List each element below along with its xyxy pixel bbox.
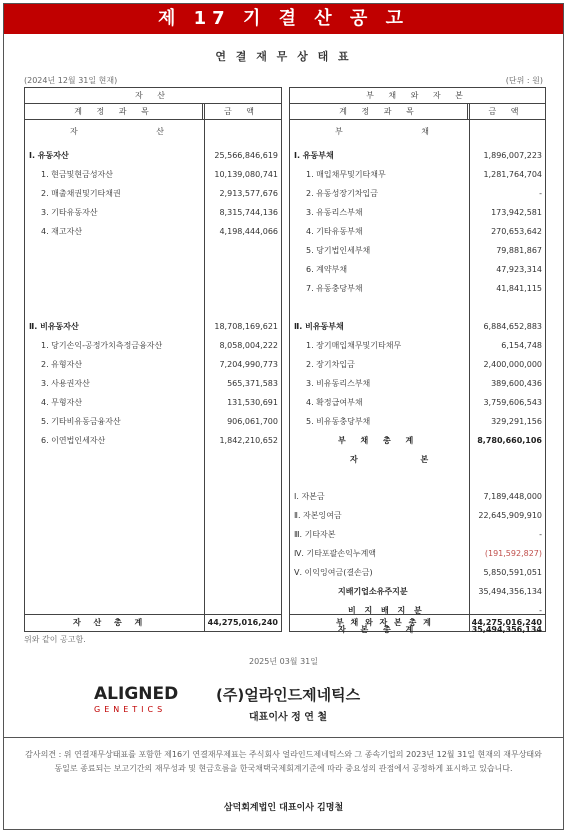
account-label: Ⅰ. 유동자산: [29, 151, 69, 160]
account-amount: 18,708,169,621: [214, 322, 278, 331]
assets-column-headers: [25, 104, 281, 120]
account-label: 4. 무형자산: [41, 398, 83, 407]
account-label: Ⅱ. 비유동부채: [294, 322, 344, 331]
asset-row: [25, 356, 281, 374]
account-amount: 4,198,444,066: [219, 227, 278, 236]
liab-header: 부 채 와 자 본: [290, 88, 545, 104]
notice-page: [3, 3, 564, 830]
account-amount: 47,923,314: [496, 265, 542, 274]
account-amount: 1,896,007,223: [483, 151, 542, 160]
account-label: 7. 유동충당부채: [306, 284, 363, 293]
account-label: 3. 유동리스부채: [306, 208, 363, 217]
parent-equity-amount: 35,494,356,134: [478, 587, 542, 596]
statement-title: 연 결 재 무 상 태 표: [215, 50, 352, 63]
account-amount: 7,204,990,773: [219, 360, 278, 369]
asset-row: [25, 337, 281, 355]
company-name: (주)얼라인드제네틱스: [216, 686, 361, 704]
account-label: Ⅰ. 자본금: [294, 492, 325, 501]
liability-row: [290, 261, 545, 279]
company-logo: [94, 684, 184, 714]
liability-row: [290, 394, 545, 412]
equity-total-amount: 35,494,356,134: [471, 625, 542, 634]
account-label: Ⅱ. 자본잉여금: [294, 511, 342, 520]
liab-total-amount: 8,780,660,106: [477, 436, 542, 445]
account-label: 1. 장기매입채무및기타채무: [306, 341, 402, 350]
assets-rows: [25, 123, 281, 631]
account-label: 4. 기타유동부채: [306, 227, 363, 236]
liability-row: [290, 356, 545, 374]
date-note: (2024년 12월 31일 현재): [24, 76, 118, 85]
col-account: 계 정 과 목: [339, 107, 420, 116]
account-label: Ⅲ. 기타자본: [294, 530, 336, 539]
account-amount: 906,061,700: [227, 417, 278, 426]
logo-sub-text: GENETICS: [94, 705, 167, 714]
account-amount: 1,842,210,652: [219, 436, 278, 445]
section-label: 자 산: [70, 127, 202, 136]
asset-row: [25, 166, 281, 184]
asset-row: [25, 185, 281, 203]
account-amount: 5,850,591,051: [483, 568, 542, 577]
account-amount: -: [539, 530, 542, 539]
account-amount: 270,653,642: [491, 227, 542, 236]
unit-note: (단위 : 원): [505, 76, 543, 85]
liability-row: [290, 280, 545, 298]
account-label: 2. 장기차입금: [306, 360, 355, 369]
liability-row: [290, 185, 545, 203]
account-amount: (191,592,827): [484, 549, 542, 558]
account-amount: 3,759,606,543: [483, 398, 542, 407]
liability-row: [290, 147, 545, 165]
account-label: Ⅳ. 기타포괄손익누계액: [294, 549, 377, 558]
asset-row: [25, 413, 281, 431]
col-amount: 금 액: [467, 104, 545, 119]
audit-section: [4, 737, 563, 829]
account-label: 1. 현금및현금성자산: [41, 170, 113, 179]
asset-row: [25, 223, 281, 241]
asset-row: [25, 394, 281, 412]
account-label: 6. 이연법인세자산: [41, 436, 106, 445]
liability-row: [290, 318, 545, 336]
liab-total-row: [290, 432, 545, 450]
assets-total-row: [25, 614, 281, 631]
nci-label: 비 지 배 지 분: [348, 606, 425, 615]
account-label: 5. 기타비유동금융자산: [41, 417, 121, 426]
equity-label: 자 본: [350, 455, 459, 464]
account-amount: 6,884,652,883: [483, 322, 542, 331]
equity-total-label: 자 본 총 계: [338, 625, 420, 634]
account-label: 5. 비유동충당부채: [306, 417, 371, 426]
equity-label-row: [290, 451, 545, 469]
liability-row: [290, 166, 545, 184]
account-amount: 7,189,448,000: [483, 492, 542, 501]
liability-row: [290, 375, 545, 393]
asset-row: [25, 318, 281, 336]
account-label: 2. 유동성장기차입금: [306, 189, 378, 198]
liab-equity-total-label: 부 채 와 자 본 총 계: [336, 618, 433, 627]
liab-equity-total-row: [290, 614, 545, 631]
account-amount: 41,841,115: [496, 284, 542, 293]
asset-row: [25, 375, 281, 393]
account-label: Ⅴ. 이익잉여금(결손금): [294, 568, 373, 577]
account-label: 1. 매입채무및기타채무: [306, 170, 386, 179]
account-amount: 1,281,764,704: [483, 170, 542, 179]
parent-equity-row: [290, 583, 545, 601]
account-label: 4. 재고자산: [41, 227, 83, 236]
col-amount: 금 액: [202, 104, 281, 119]
account-amount: 6,154,748: [501, 341, 542, 350]
audit-opinion: 감사의견 : 위 연결재무상태표를 포함한 제16기 연결재무제표는 주식회사 얼라인드제네틱스와 그 종속기업의 2023년 12월 31일 현재의 재무상태와 동일로 종료되는 보고기간의 재무성과 및 현금흐름을 한국채택국제회계기준에 따라 중요성의 관점에서 공정하게 표시하고 있습니다.: [25, 750, 542, 773]
account-amount: 565,371,583: [227, 379, 278, 388]
parent-equity-label: 지배기업소유주지분: [338, 587, 408, 596]
notice-text: 위와 같이 공고함.: [24, 635, 86, 644]
account-label: 3. 기타유동자산: [41, 208, 98, 217]
liability-row: [290, 413, 545, 431]
account-amount: 2,913,577,676: [219, 189, 278, 198]
account-amount: 8,058,004,222: [219, 341, 278, 350]
logo-main-text: ALIGNED: [94, 684, 179, 704]
assets-total-label: 자 산 총 계: [73, 618, 148, 627]
liab-column-headers: [290, 104, 545, 120]
account-label: 4. 확정급여부채: [306, 398, 363, 407]
liab-equity-total-amount: 44,275,016,240: [471, 618, 542, 627]
account-amount: 131,530,691: [227, 398, 278, 407]
account-amount: 173,942,581: [491, 208, 542, 217]
equity-row: [290, 545, 545, 563]
col-account: 계 정 과 목: [74, 107, 155, 116]
account-amount: 329,291,156: [491, 417, 542, 426]
account-amount: 8,315,744,136: [219, 208, 278, 217]
asset-row: [25, 204, 281, 222]
account-label: 3. 비유동리스부채: [306, 379, 371, 388]
account-amount: 389,600,436: [491, 379, 542, 388]
liab-total-label: 부 채 총 계: [338, 436, 420, 445]
account-amount: 25,566,846,619: [214, 151, 278, 160]
liability-row: [290, 223, 545, 241]
assets-total-amount: 44,275,016,240: [207, 618, 278, 627]
banner-title: 제 17 기 결 산 공 고: [4, 4, 563, 34]
account-amount: -: [539, 189, 542, 198]
account-label: 2. 매출채권및기타채권: [41, 189, 121, 198]
account-amount: 10,139,080,741: [214, 170, 278, 179]
account-amount: 2,400,000,000: [483, 360, 542, 369]
assets-table: [24, 87, 282, 632]
account-label: 2. 유형자산: [41, 360, 83, 369]
liability-row: [290, 242, 545, 260]
account-amount: 79,881,867: [496, 246, 542, 255]
account-label: Ⅰ. 유동부채: [294, 151, 334, 160]
equity-row: [290, 564, 545, 582]
account-amount: 22,645,909,910: [478, 511, 542, 520]
account-label: 3. 사용권자산: [41, 379, 90, 388]
liab-rows: [290, 123, 545, 634]
liability-row: [290, 337, 545, 355]
equity-row: [290, 526, 545, 544]
asset-row: [25, 432, 281, 450]
account-label: Ⅱ. 비유동자산: [29, 322, 79, 331]
assets-header: 자 산: [25, 88, 281, 104]
section-label: 부 채: [335, 127, 467, 136]
nci-amount: -: [539, 606, 542, 615]
ceo-name: 대표이사 정 연 철: [249, 712, 328, 723]
equity-row: [290, 507, 545, 525]
account-label: 1. 당기손익-공정가치측정금융자산: [41, 341, 163, 350]
announce-date: 2025년 03월 31일: [249, 657, 318, 666]
account-label: 5. 당기법인세부채: [306, 246, 371, 255]
equity-row: [290, 488, 545, 506]
liabilities-equity-table: [289, 87, 546, 632]
liability-row: [290, 204, 545, 222]
account-label: 6. 계약부채: [306, 265, 348, 274]
asset-row: [25, 147, 281, 165]
auditor-signature: 삼덕회계법인 대표이사 김명철: [223, 803, 344, 813]
